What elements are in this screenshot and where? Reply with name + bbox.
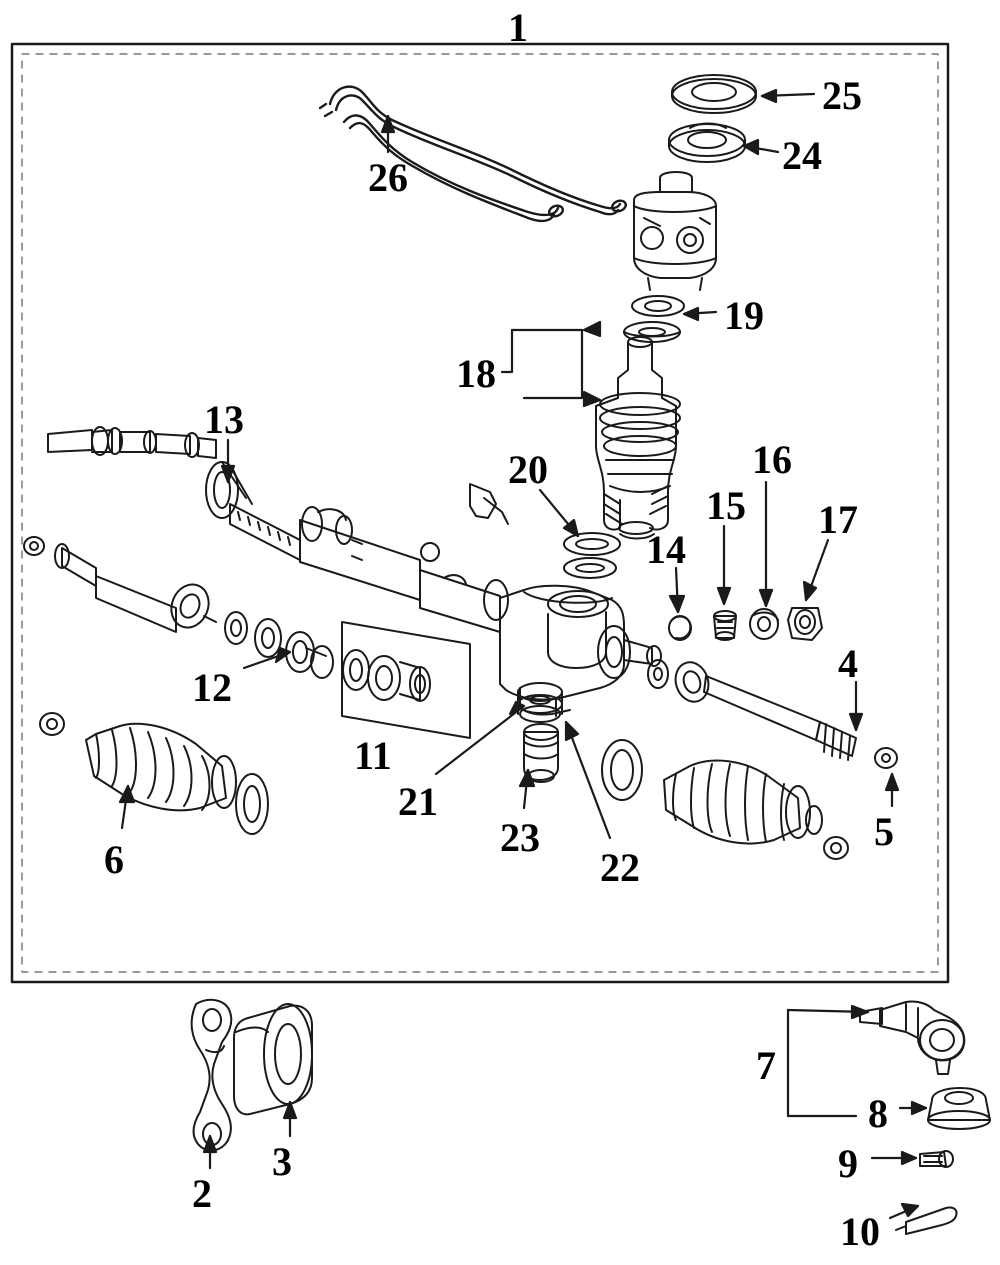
valve-washer-seal (624, 296, 684, 342)
pinion-valve-housing (634, 172, 716, 290)
callout-17: 17 (818, 497, 858, 542)
callout-18: 18 (456, 351, 496, 396)
steering-rack-bar (48, 427, 508, 632)
pinion-oring (564, 533, 620, 578)
callout-26: 26 (368, 155, 408, 200)
callout-13: 13 (204, 397, 244, 442)
callout-2: 2 (192, 1171, 212, 1216)
right-bellows-boot (664, 761, 848, 859)
rack-bushing-stack (518, 683, 642, 800)
tie-rod-dust-boot (928, 1088, 990, 1129)
outer-tie-rod-end (860, 1001, 964, 1074)
left-bellows-boot (40, 713, 268, 834)
callout-25: 25 (822, 73, 862, 118)
tie-rod-nut (920, 1151, 953, 1167)
pinion-gear-shaft (596, 337, 680, 539)
callout-19: 19 (724, 293, 764, 338)
callout-5: 5 (874, 809, 894, 854)
callout-4: 4 (838, 641, 858, 686)
callout-22: 22 (600, 845, 640, 890)
callout-1: 1 (508, 5, 528, 50)
leader-lines (120, 90, 926, 1218)
callout-16: 16 (752, 437, 792, 482)
steering-gear-housing (500, 586, 661, 716)
callout-23: 23 (500, 815, 540, 860)
callout-15: 15 (706, 483, 746, 528)
fluid-line-tubes (320, 87, 627, 221)
callout-6: 6 (104, 837, 124, 882)
callout-21: 21 (398, 779, 438, 824)
callout-24: 24 (782, 133, 822, 178)
upper-seal-rings (669, 75, 756, 162)
mounting-bracket (192, 1000, 232, 1151)
callout-20: 20 (508, 447, 548, 492)
callout-11: 11 (354, 733, 392, 778)
callout-10: 10 (840, 1209, 880, 1254)
callout-9: 9 (838, 1141, 858, 1186)
callout-7: 7 (756, 1043, 776, 1088)
callout-12: 12 (192, 665, 232, 710)
rack-mount-bushing (234, 1004, 312, 1114)
seal-kit-parts (24, 537, 470, 738)
main-assembly-frame-outline (12, 44, 948, 982)
callout-14: 14 (646, 527, 686, 572)
callout-8: 8 (868, 1091, 888, 1136)
callout-3: 3 (272, 1139, 292, 1184)
